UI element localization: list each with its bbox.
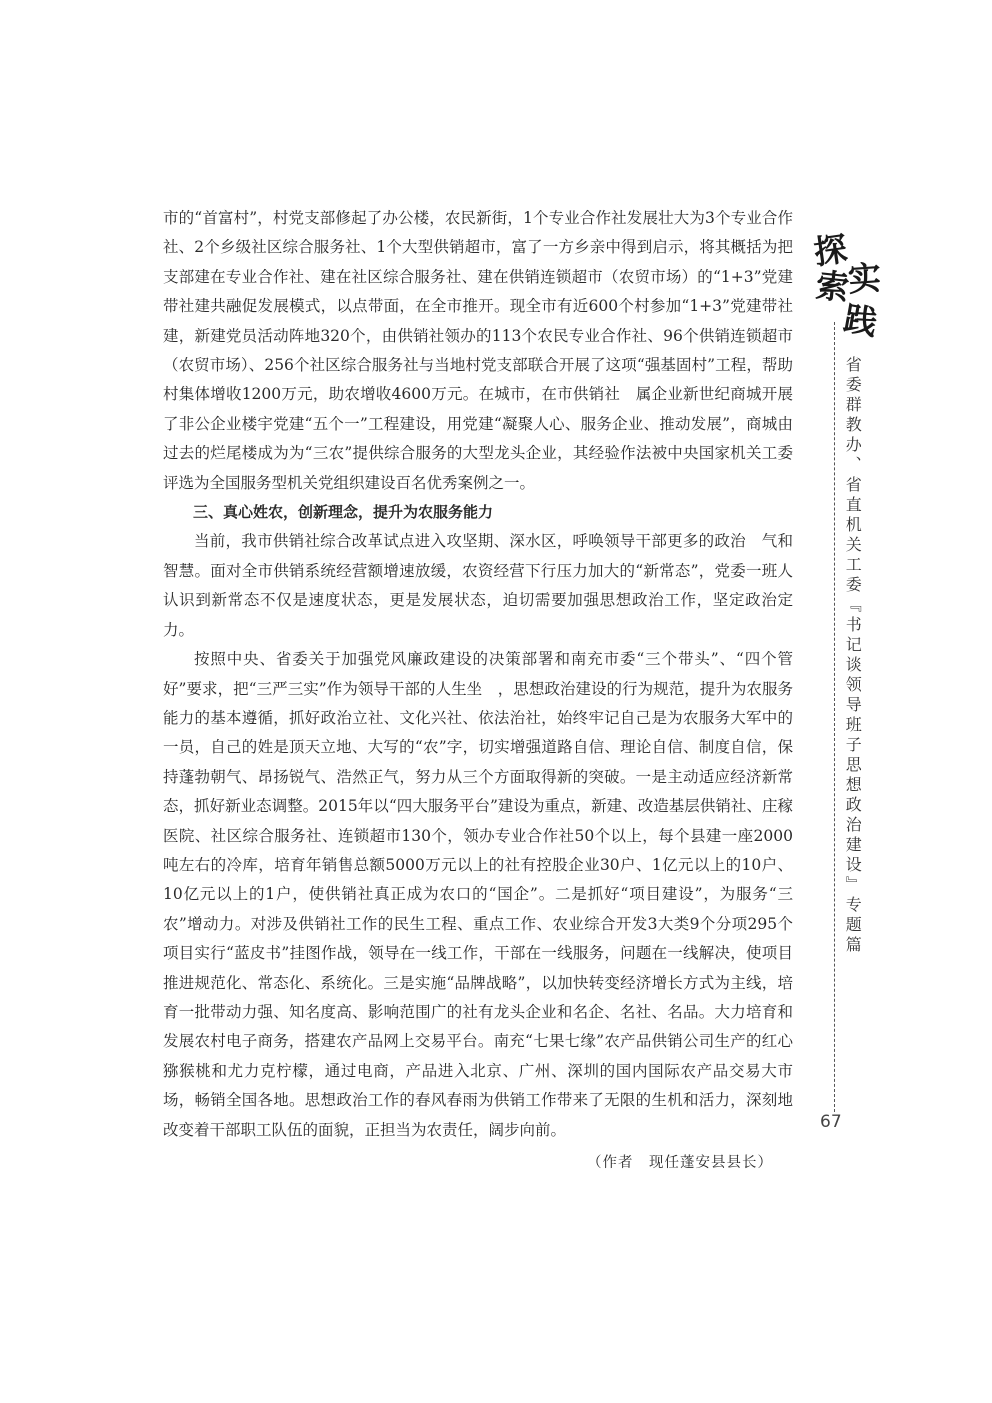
side-column bbox=[806, 226, 886, 1156]
logo-char-jian: 践 bbox=[840, 298, 881, 343]
section-heading-3: 三、真心姓农，创新理念，提升为农服务能力 bbox=[193, 503, 494, 522]
logo-char-shi: 实 bbox=[846, 257, 883, 300]
logo-char-suo: 索 bbox=[814, 265, 851, 308]
dashed-divider bbox=[834, 322, 835, 1112]
paragraph-measures: 按照中央、省委关于加强党风廉政建设的决策部署和南充市委“三个带头”、“四个管好”要求，把“三严三实”作为领导干部的人生坐 ，思想政治建设的行为规范，提升为农服务能力的基本遵循，抓好政治立社、文化兴社、依法治社，始终牢记自己是为农服务大军中的一员，自己的姓是顶天立地、大写的“农”字，切实增强道路自信、理论自信、制度自信，保持蓬勃朝气、昂扬锐气、浩然正气，努力从三个方面取得新的突破。一是主动适应经济新常态，抓好新业态调整。2015年以“四大服务平台”建设为重点，新建、改造基层供销社、庄稼医院、社区综合服务社、连锁超市130个，领办专业合作社50个以上，每个县建一座2000吨左右的冷库，培育年销售总额5000万元以上的社有控股企业30户、1亿元以上的10户、10亿元以上的1户，使供销社真正成为农口的“国企”。二是抓好“项目建设”，为服务“三农”增动力。对涉及供销社工作的民生工程、重点工作、农业综合开发3大类9个分项295个项目实行“蓝皮书”挂图作战，领导在一线工作，干部在一线服务，问题在一线解决，使项目推进规范化、常态化、系统化。三是实施“品牌战略”，以加快转变经济增长方式为主线，培育一批带动力强、知名度高、影响范围广的社有龙头企业和名企、名社、名品。大力培育和发展农村电子商务，搭建农产品网上交易平台。南充“七果七缘”农产品供销公司生产的红心猕猴桃和尤力克柠檬，通过电商，产品进入北京、广州、深圳的国内国际农产品交易大市场，畅销全国各地。思想政治工作的春风春雨为供销工作带来了无限的生机和活力，深刻地改变着干部职工队伍的面貌，正担当为农责任，阔步向前。 bbox=[163, 650, 793, 1139]
logo-char-tan: 探 bbox=[811, 228, 850, 273]
article-body bbox=[163, 204, 793, 1178]
side-section-title: 省委群教办、省直机关工委『书记谈领导班子思想政治建设』专题篇 bbox=[843, 356, 863, 956]
paragraph-current-situation: 当前，我市供销社综合改革试点进入攻坚期、深水区，呼唤领导干部更多的政治 气和智慧。面对全市供销系统经营额增速放缓，农资经营下行压力加大的“新常态”，党委一班人认识到新常态不仅是速度状态，更是发展状态，迫切需要加强思想政治工作，坚定政治定力。 bbox=[163, 532, 793, 639]
page-number: 67 bbox=[820, 1112, 842, 1132]
author-byline: （作者 现任蓬安县县长） bbox=[587, 1155, 773, 1171]
paragraph-continuation: 市的“首富村”，村党支部修起了办公楼，农民新街，1个专业合作社发展壮大为3个专业合作社、2个乡级社区综合服务社、1个大型供销超市，富了一方乡亲中得到启示，将其概括为把支部建在专业合作社、建在社区综合服务社、建在供销连锁超市（农贸市场）的“1+3”党建带社建共融促发展模式，以点带面，在全市推开。现全市有近600个村参加“1+3”党建带社建，新建党员活动阵地320个，由供销社领办的113个农民专业合作社、96个供销连锁超市（农贸市场）、256个社区综合服务社与当地村党支部联合开展了这项“强基固村”工程，帮助村集体增收1200万元，助农增收4600万元。在城市，在市供销社 属企业新世纪商城开展了非公企业楼宇党建“五个一”工程建设，用党建“凝聚人心、服务企业、推动发展”，商城由过去的烂尾楼成为为“三农”提供综合服务的大型龙头企业，其经验作法被中央国家机关工委评选为全国服务型机关党组织建设百名优秀案例之一。 bbox=[163, 209, 793, 492]
